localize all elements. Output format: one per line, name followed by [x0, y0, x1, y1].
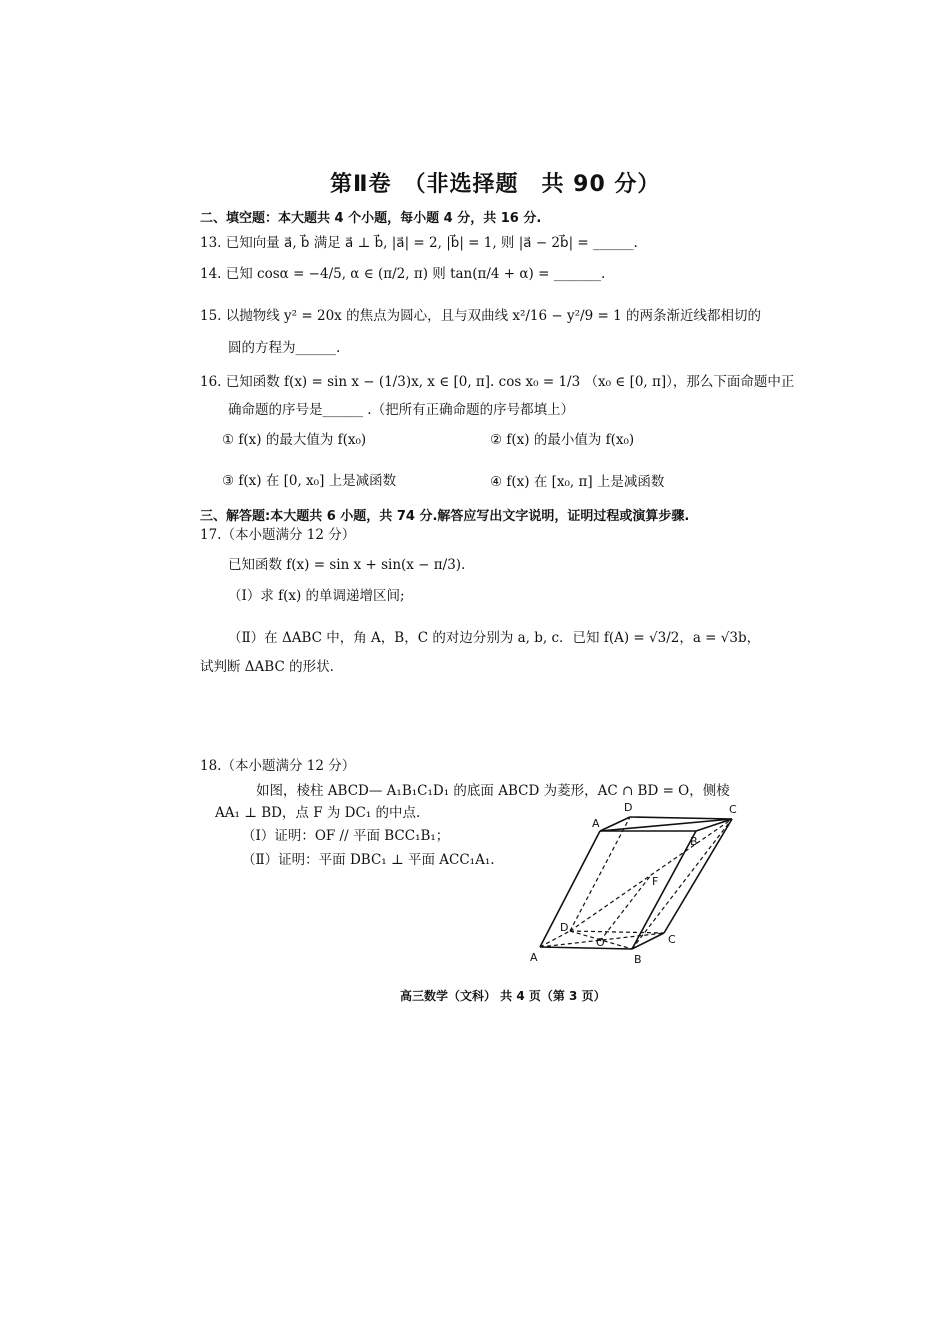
option-1: ① f(x) 的最大值为 f(x₀)	[222, 432, 367, 448]
option-4: ④ f(x) 在 [x₀, π] 上是减函数	[490, 474, 665, 490]
option-3: ③ f(x) 在 [0, x₀] 上是减函数	[222, 473, 397, 489]
prism-figure	[520, 795, 760, 975]
section-3-heading: 三、解答题:本大题共 6 小题，共 74 分.解答应写出文字说明，证明过程或演算步骤.	[200, 509, 690, 524]
question-18-line-1: 如图，棱柱 ABCD— A₁B₁C₁D₁ 的底面 ABCD 为菱形，AC ∩ BD = O，侧棱	[256, 783, 730, 799]
label-d1: D	[624, 801, 633, 814]
page-title: 第Ⅱ卷 （非选择题 共 90 分）	[330, 172, 661, 197]
section-2-heading: 二、填空题：本大题共 4 个小题，每小题 4 分，共 16 分.	[200, 211, 542, 226]
question-14: 14. 已知 cosα = −4/5, α ∈ (π/2, π) 则 tan(π/4 + α) = _______.	[200, 266, 606, 282]
edge-c1d1	[630, 817, 732, 819]
label-o: O	[596, 936, 605, 949]
question-17-part-2: （Ⅱ）在 ΔABC 中，角 A，B，C 的对边分别为 a, b, c．已知 f(A) = √3/2，a = √3b，	[228, 630, 761, 646]
question-18-part-1: （Ⅰ）证明：OF // 平面 BCC₁B₁；	[242, 828, 450, 844]
edge-dd1-hidden	[570, 817, 630, 931]
question-18-line-2: AA₁ ⊥ BD，点 F 为 DC₁ 的中点.	[215, 805, 421, 821]
label-c: C	[668, 933, 676, 946]
question-16-line-1: 16. 已知函数 f(x) = sin x − (1/3)x, x ∈ [0, π]. cos x₀ = 1/3 （x₀ ∈ [0, π]），那么下面命题中正	[200, 374, 795, 390]
line-bc1-hidden	[632, 819, 732, 949]
option-2: ② f(x) 的最小值为 f(x₀)	[490, 432, 635, 448]
edge-dc-hidden	[570, 931, 664, 933]
label-a1: A	[592, 817, 600, 830]
edge-ab	[540, 947, 632, 949]
label-a: A	[530, 951, 538, 964]
question-15-line-1: 15. 以抛物线 y² = 20x 的焦点为圆心，且与双曲线 x²/16 − y²/9 = 1 的两条渐近线都相切的	[200, 308, 761, 324]
question-17-part-1: （Ⅰ）求 f(x) 的单调递增区间;	[228, 588, 405, 604]
question-17-heading: 17.（本小题满分 12 分）	[200, 527, 356, 543]
question-16-line-2: 确命题的序号是______ .（把所有正确命题的序号都填上）	[228, 402, 575, 418]
edge-bb1	[632, 831, 696, 949]
question-15-line-2: 圆的方程为______.	[228, 340, 341, 356]
question-18-heading: 18.（本小题满分 12 分）	[200, 758, 356, 774]
label-d: D	[560, 921, 569, 934]
label-c1: C	[729, 803, 737, 816]
page-footer: 高三数学（文科） 共 4 页（第 3 页）	[400, 989, 606, 1003]
edge-cc1	[664, 819, 732, 933]
question-17-part-2-cont: 试判断 ΔABC 的形状.	[200, 659, 334, 675]
label-b1: B	[690, 835, 698, 848]
label-f: F	[652, 875, 659, 888]
question-13: 13. 已知向量 a⃗, b⃗ 满足 a⃗ ⊥ b⃗, |a⃗| = 2, |b⃗| = 1, 则 |a⃗ − 2b⃗| = ______.	[200, 235, 638, 251]
question-18-part-2: （Ⅱ）证明：平面 DBC₁ ⊥ 平面 ACC₁A₁.	[242, 852, 495, 868]
segment-of-hidden	[600, 875, 651, 941]
edge-aa1	[540, 831, 600, 947]
question-17-function: 已知函数 f(x) = sin x + sin(x − π/3).	[228, 557, 466, 573]
label-b: B	[634, 953, 642, 966]
